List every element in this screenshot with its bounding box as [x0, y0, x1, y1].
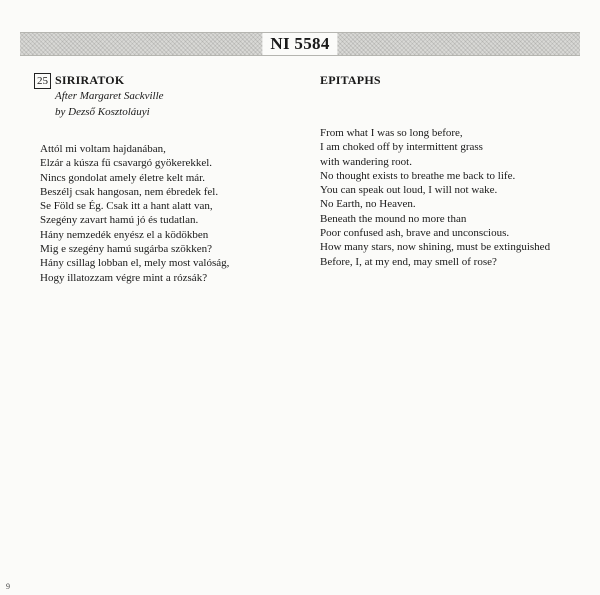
page-number: 9 [6, 582, 10, 591]
byline-translator: by Dezső Kosztoláuyi [55, 106, 150, 118]
poem-line: From what I was so long before, [320, 127, 463, 139]
poem-line: How many stars, now shining, must be extinguished [320, 241, 551, 254]
poem-line: Attól mi voltam hajdanában, [40, 143, 166, 155]
poem-line: Mig e szegény hamú sugárba szökken? [40, 243, 212, 256]
poem-line: Nincs gondolat amely életre kelt már. [40, 171, 205, 184]
poem-line: Beszélj csak hangosan, nem ébredek fel. [40, 185, 219, 198]
poem-body-hungarian [34, 142, 296, 285]
english-poem-column [320, 72, 582, 269]
catalog-number: NI 5584 [262, 33, 337, 55]
poem-line: Elzár a kúsza fű csavargó gyökerekkel. [40, 157, 213, 170]
poem-line: Hogy illatozzam végre mint a rózsák? [40, 271, 208, 284]
poem-line: Hány nemzedék enyész el a ködökben [40, 228, 209, 241]
header-bar [20, 32, 580, 56]
poem-title-hungarian: SIRIRATOK [55, 73, 125, 87]
poem-line: Szegény zavart hamú jó és tudatlan. [40, 214, 199, 227]
poem-line: with wandering root. [320, 155, 412, 168]
poem-line: Poor confused ash, brave and unconscious. [320, 227, 510, 240]
poem-line: Beneath the mound no more than [320, 212, 467, 225]
poem-line: Hány csillag lobban el, mely most valóság, [40, 257, 230, 270]
byline-after: After Margaret Sackville [55, 90, 164, 102]
track-number-badge: 25 [34, 73, 51, 89]
poem-line: No thought exists to breathe me back to life. [320, 169, 516, 182]
poem-body-english [320, 126, 582, 269]
poem-line: Se Föld se Ég. Csak itt a hant alatt van, [40, 200, 213, 213]
poem-line: Before, I, at my end, may smell of rose? [320, 255, 497, 268]
hungarian-poem-column [34, 72, 296, 285]
poem-line: No Earth, no Heaven. [320, 198, 416, 211]
poem-title-english: EPITAPHS [320, 73, 381, 87]
poem-line: I am choked off by intermittent grass [320, 141, 483, 154]
poem-line: You can speak out loud, I will not wake. [320, 184, 498, 197]
